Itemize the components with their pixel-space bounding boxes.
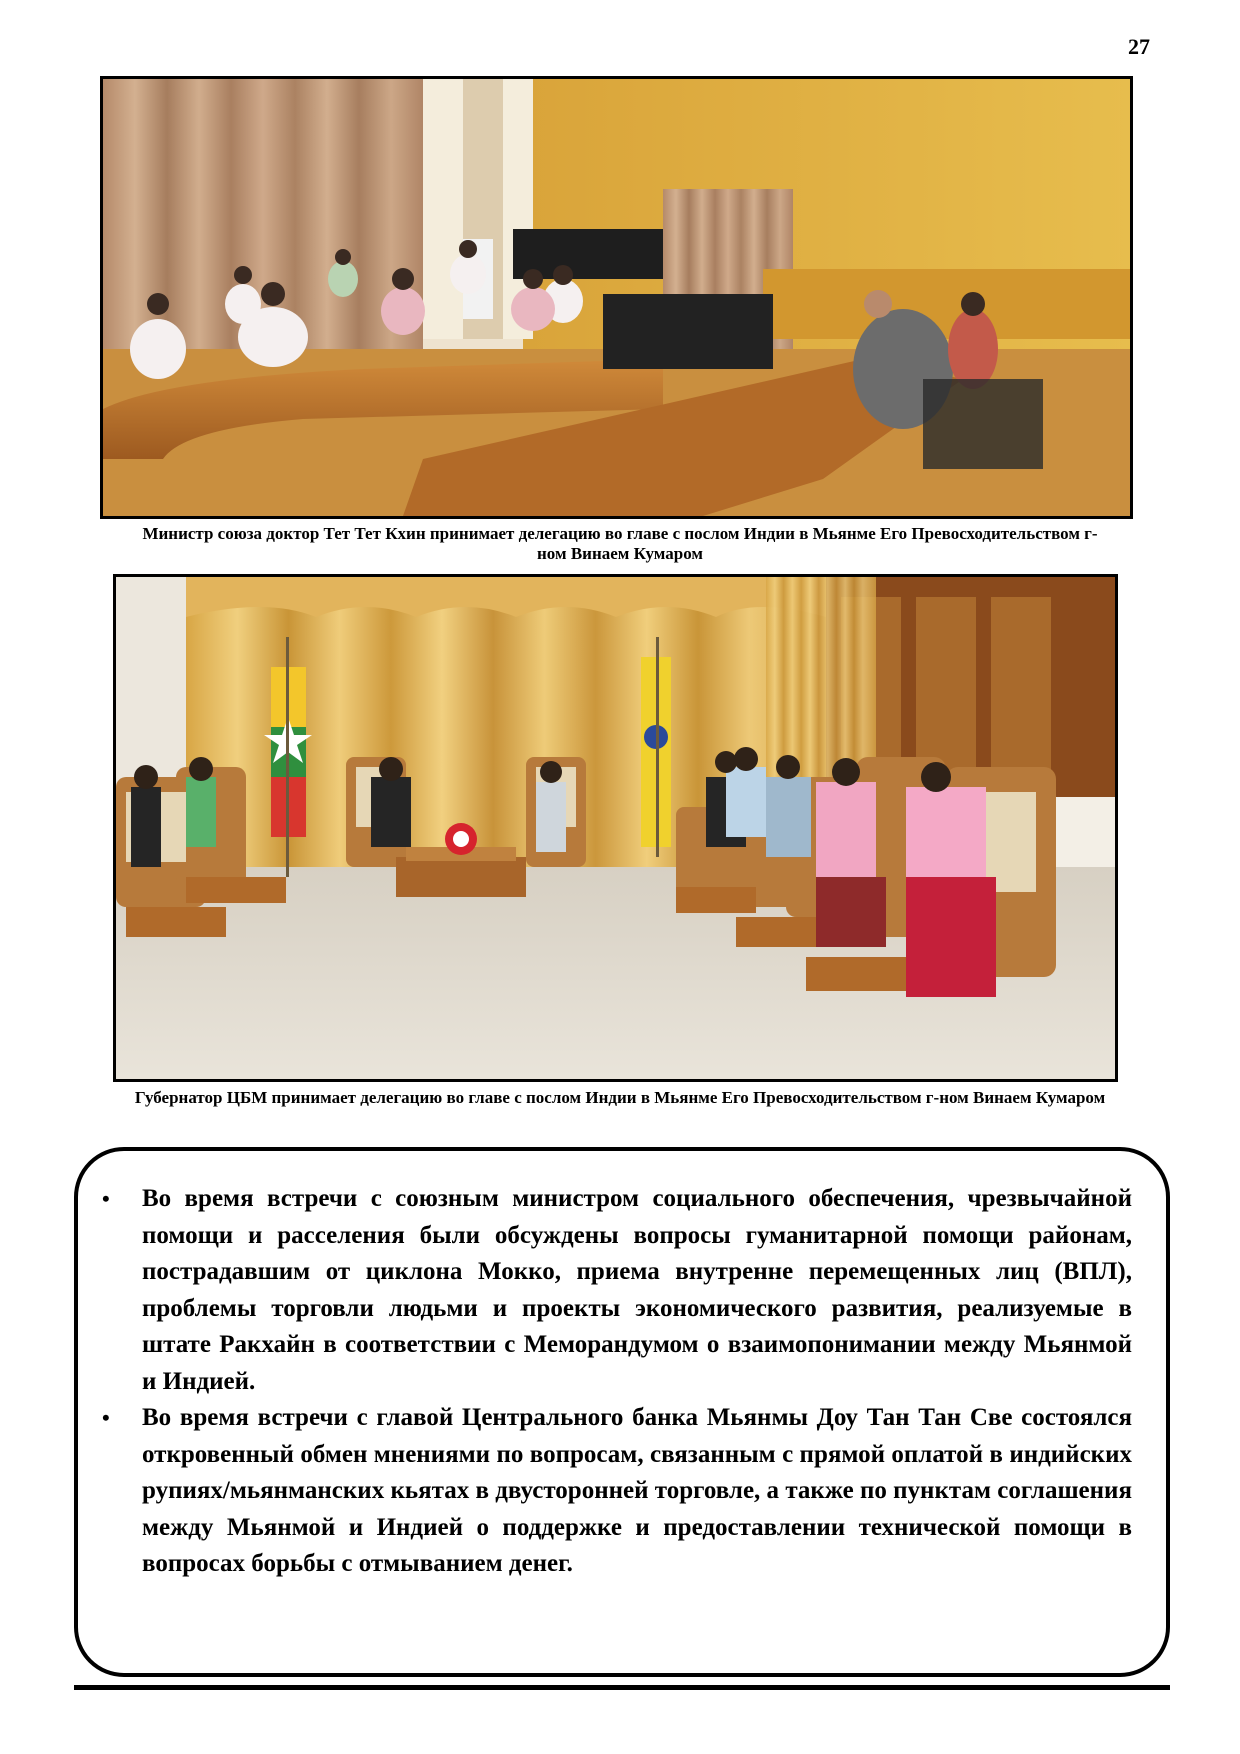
- summary-box: [74, 1147, 1170, 1677]
- footer-divider: [74, 1685, 1170, 1690]
- summary-item-text: Во время встречи с союзным министром социального обеспечения, чрезвычайной помощи и расселения были обсуждены вопросы гуманитарной помощи районам, пострадавшим от циклона Мокко, приема внутренне перемещенных лиц (ВПЛ), проблемы торговли людьми и проекты экономического развития, реализуемые в штате Ракхайн в соответствии с Меморандумом о взаимопонимании между Мьянмой и Индией.: [142, 1185, 1132, 1395]
- page-number: 27: [1128, 34, 1150, 59]
- photo-caption-ministry: Министр союза доктор Тет Тет Кхин принимает делегацию во главе с послом Индии в Мьянме Его Превосходительством г-ном Винаем Кумаром: [142, 524, 1098, 563]
- meeting-photo-central-bank: [113, 574, 1118, 1082]
- summary-item-text: Во время встречи с главой Центрального банка Мьянмы Доу Тан Тан Све состоялся откровенный обмен мнениями по вопросам, связанным с прямой оплатой в индийских рупиях/мьянманских кьятах в двусторонней торговле, а также по пунктам соглашения между Мьянмой и Индией о поддержке и предоставлении технической помощи в вопросах борьбы с отмыванием денег.: [142, 1404, 1132, 1577]
- bullet-icon: •: [102, 1405, 110, 1430]
- summary-item: [102, 1181, 1132, 1400]
- meeting-photo-ministry: [100, 76, 1133, 519]
- summary-list: [78, 1151, 1166, 1583]
- summary-item: [102, 1400, 1132, 1583]
- photo-caption-central-bank: Губернатор ЦБМ принимает делегацию во главе с послом Индии в Мьянме Его Превосходительством г-ном Винаем Кумаром: [134, 1088, 1106, 1107]
- bullet-icon: •: [102, 1186, 110, 1211]
